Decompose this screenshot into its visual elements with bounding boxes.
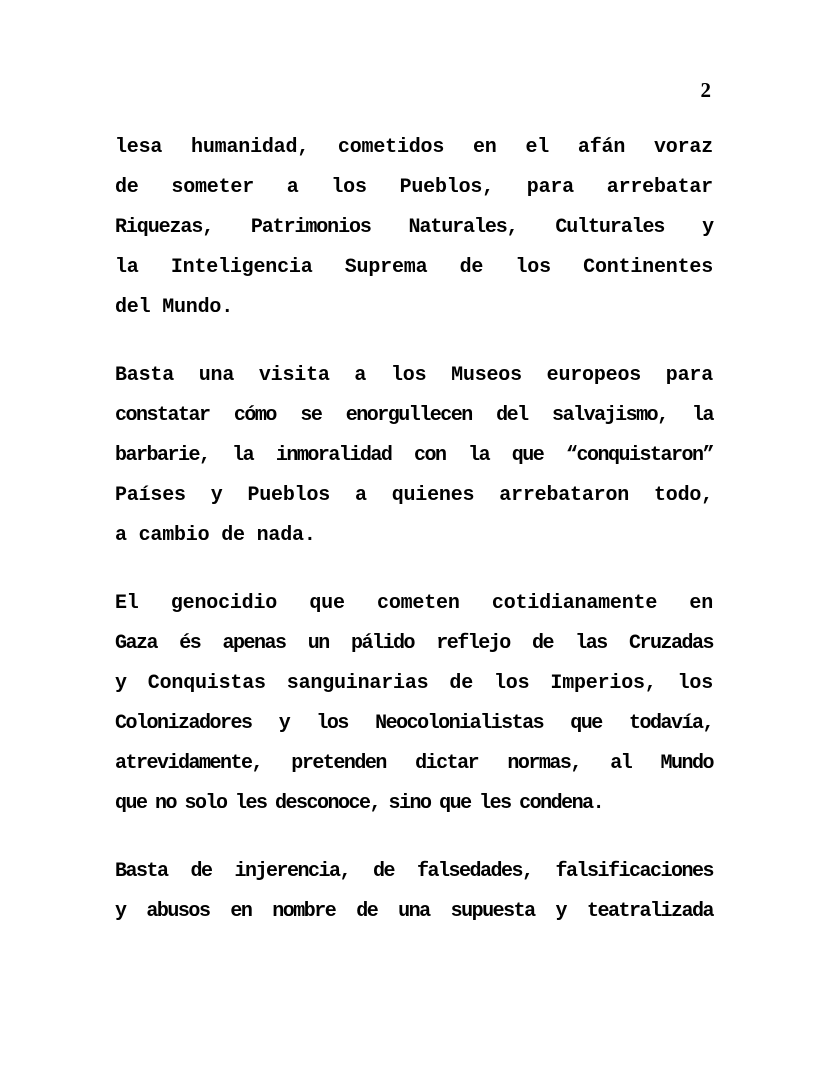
- text-line: lesa humanidad, cometidos en el afán voraz: [115, 136, 713, 159]
- text-line: atrevidamente, pretenden dictar normas, al Mundo: [115, 752, 713, 775]
- text-line: Basta una visita a los Museos europeos para: [115, 364, 713, 387]
- paragraph-4: [115, 852, 713, 932]
- paragraph-3: [115, 584, 713, 824]
- body-text: [115, 128, 713, 960]
- text-line: que no solo les desconoce, sino que les condena.: [115, 792, 604, 815]
- text-line: Riquezas, Patrimonios Naturales, Culturales y: [115, 216, 713, 239]
- text-line: Colonizadores y los Neocolonialistas que todavía,: [115, 712, 713, 735]
- text-line: a cambio de nada.: [115, 524, 316, 547]
- paragraph-2: [115, 356, 713, 556]
- text-line: la Inteligencia Suprema de los Continentes: [115, 256, 713, 279]
- text-line: Gaza és apenas un pálido reflejo de las Cruzadas: [115, 632, 713, 655]
- text-line: Basta de injerencia, de falsedades, falsificaciones: [115, 860, 713, 883]
- text-line: y abusos en nombre de una supuesta y teatralizada: [115, 900, 713, 923]
- page-number: 2: [700, 78, 711, 102]
- text-line: y Conquistas sanguinarias de los Imperios, los: [115, 672, 713, 695]
- paragraph-1: [115, 128, 713, 328]
- text-line: constatar cómo se enorgullecen del salvajismo, la: [115, 404, 713, 427]
- text-line: El genocidio que cometen cotidianamente en: [115, 592, 713, 615]
- text-line: de someter a los Pueblos, para arrebatar: [115, 176, 713, 199]
- text-line: del Mundo.: [115, 296, 234, 319]
- text-line: barbarie, la inmoralidad con la que “conquistaron”: [115, 444, 713, 467]
- text-line: Países y Pueblos a quienes arrebataron todo,: [115, 484, 713, 507]
